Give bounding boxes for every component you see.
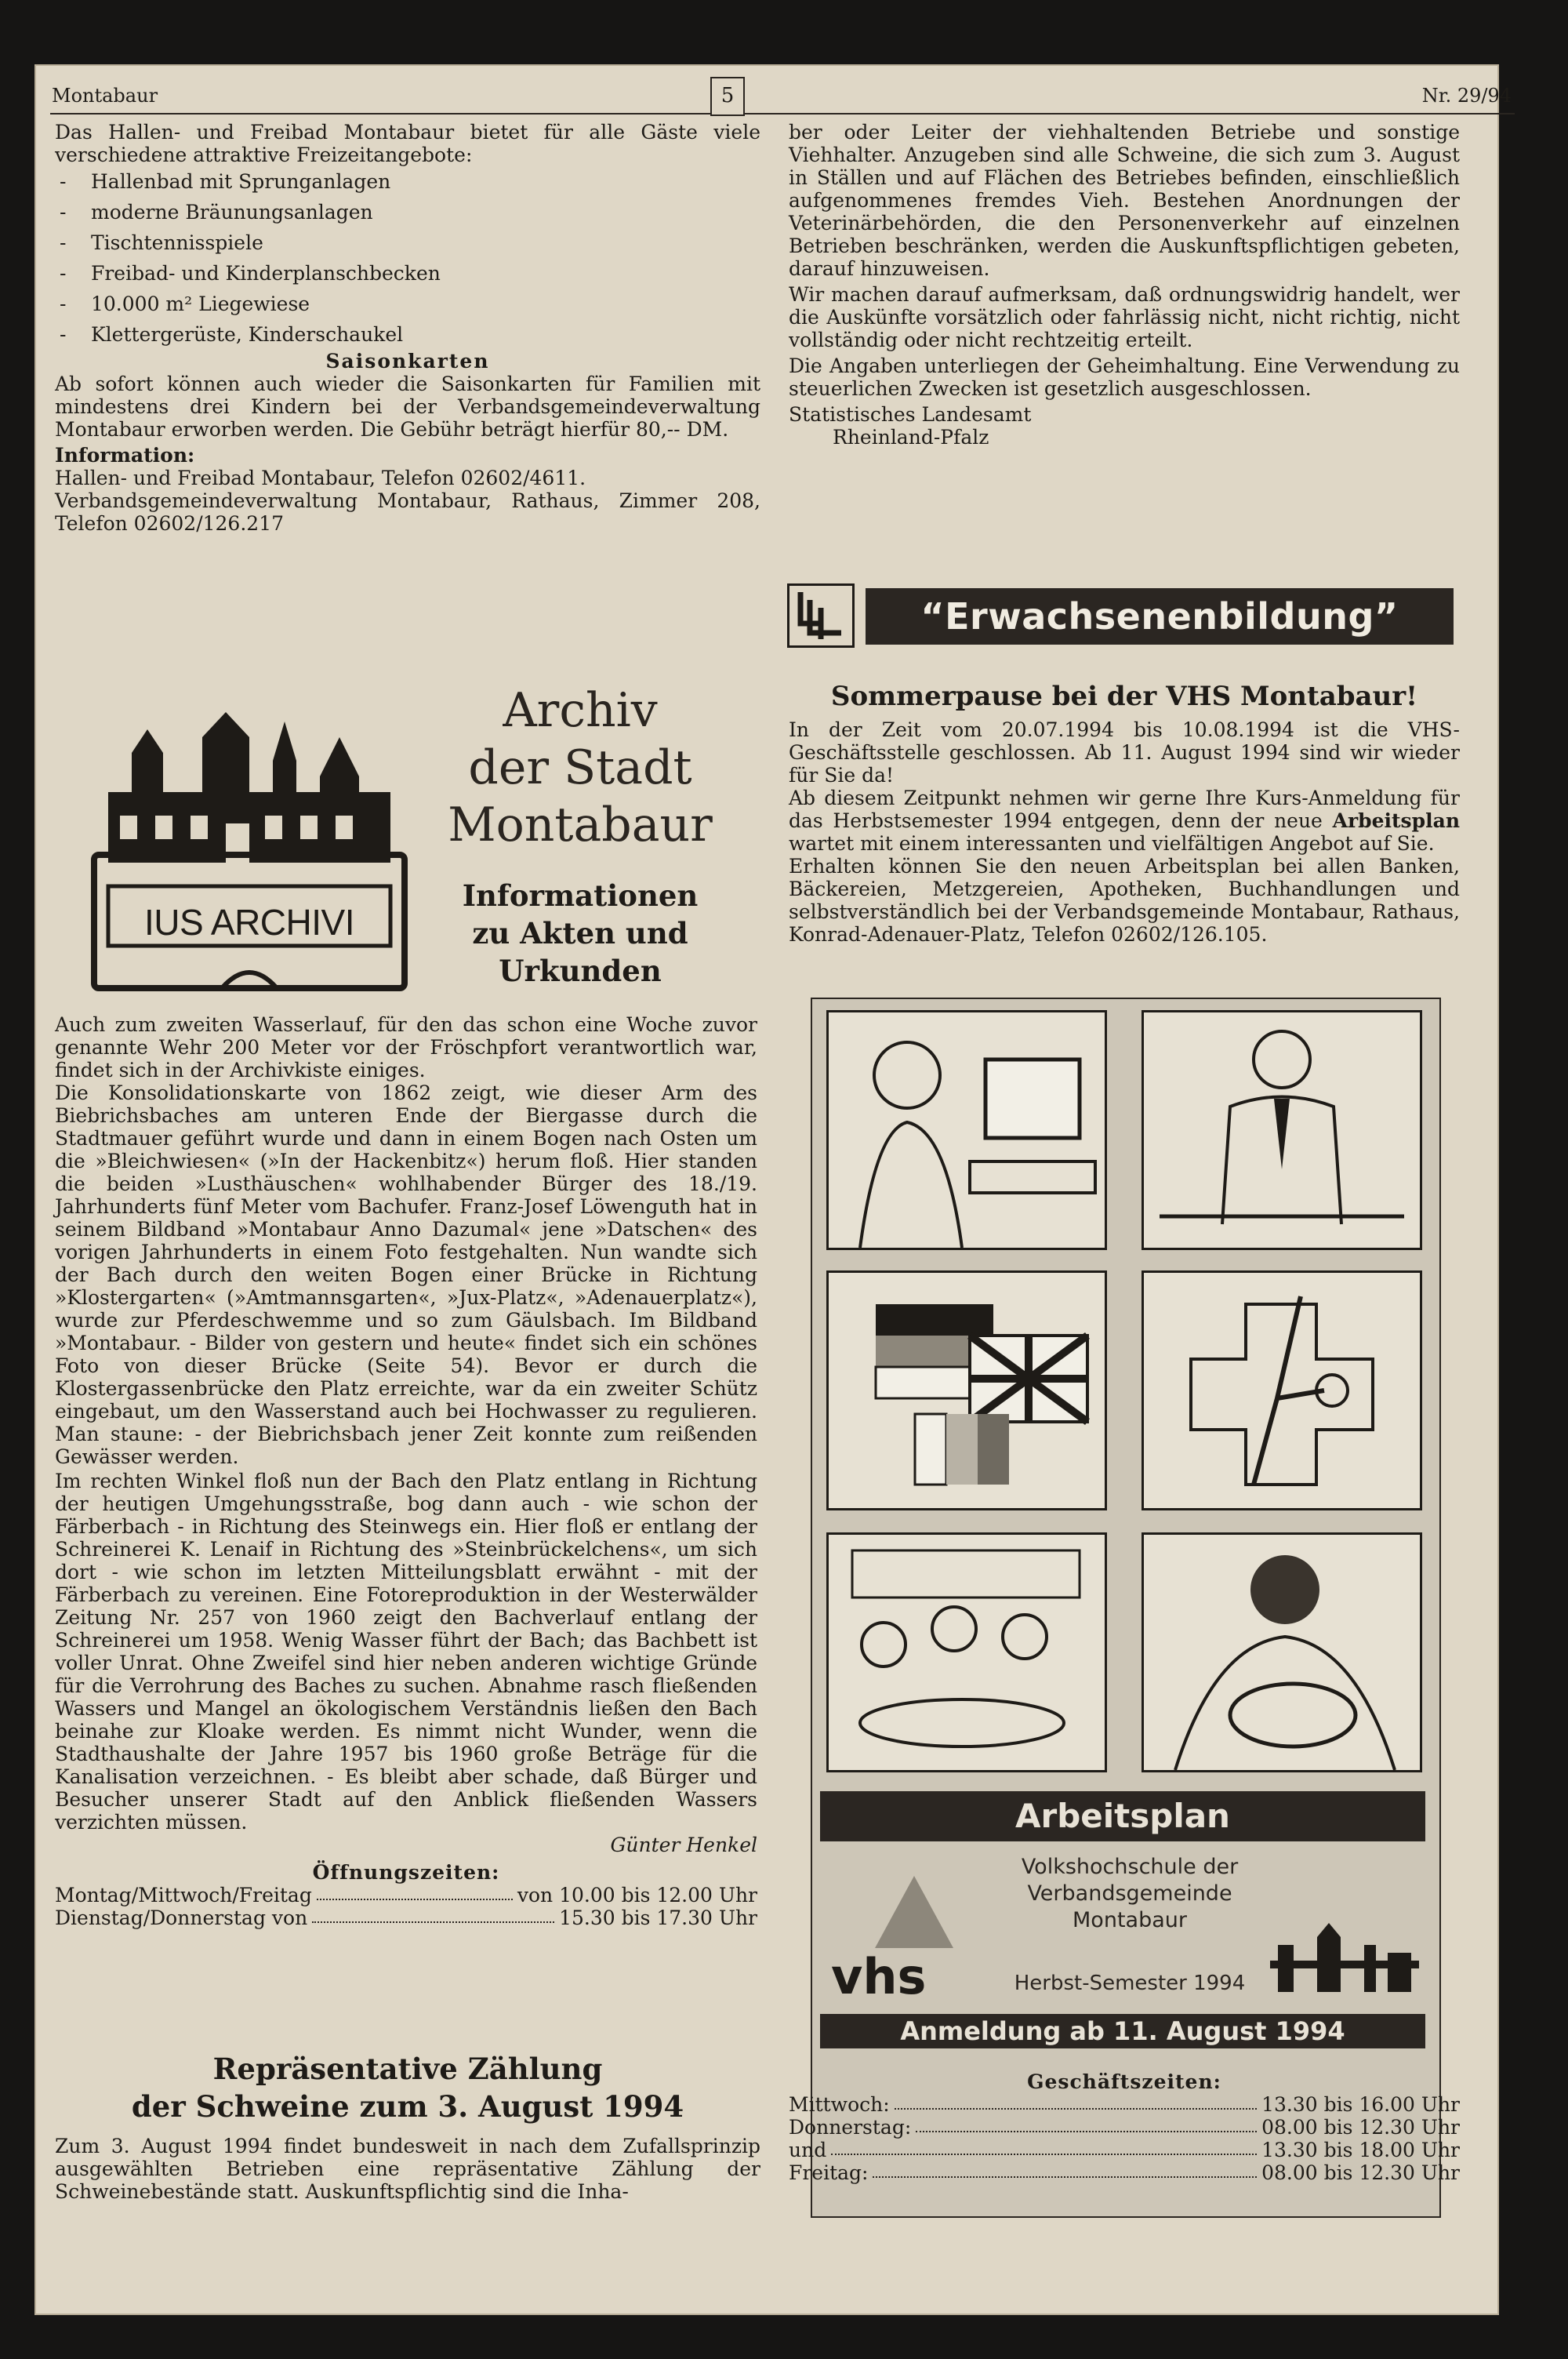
vhs-hours-row	[789, 2161, 1460, 2184]
author: Günter Henkel	[610, 1834, 757, 1856]
archiv-paragraph: Die Konsolidationskarte von 1862 zeigt, wie dieser Arm des Biebrichsbaches am unteren Ende der Biergasse durch die Stadtmauer geführt wurde und dann in einem Bogen nach Osten um die »Bleichwiesen« (»In der Hackenbitz«) herum floß. Hier standen die beiden »Lusthäuschen« wohlhabender Bürger des 18./19. Jahrhunderts fünf Meter vom Bachufer. Franz-Josef Löwenguth hat in seinem Bildband »Montabaur Anno Dazumal« jene »Datschen« des vorigen Jahrhunderts in einem Foto festgehalten. Nun wandte sich der Bach durch den weiten Bogen einer Brücke in Richtung »Klostergarten« (»Amtmannsgarten«, »Jux-Platz«, »Adenauerplatz«), wurde zur Pferdeschwemme und so zum Gäulsbach. Im Bildband »Montabaur. - Bilder von gestern und heute« findet sich ein schönes Foto von dieser Brücke (Seite 54). Bevor er durch die Klostergassenbrücke den Platz erreichte, war da ein zweiter Schütz eingebaut, um den Wasserstand auch bei Hochwasser zu regulieren. Man staune: - der Biebrichsbach jener Zeit konnte zum reißenden Gewässer werden.	[55, 1081, 757, 1468]
header-issue: Nr. 29/94	[1421, 85, 1512, 107]
vhs-paragraph: Erhalten können Sie den neuen Arbeitsplan bei allen Banken, Bäckereien, Metzgereien, Apotheken, Buchhandlungen und selbstverständlich bei der Verbandsgemeinde Montabaur, Rathaus, Konrad-Adenauer-Platz, Telefon 02602/126.105.	[789, 855, 1460, 946]
archiv-subtitle-line: Informationen	[462, 878, 699, 913]
archiv-paragraph: Auch zum zweiten Wasserlauf, für den das schon eine Woche zuvor genannte Wehr 200 Meter vor der Fröschpfort verantwortlich war, findet sich in der Archivkiste einiges.	[55, 1013, 757, 1081]
panel-discussion	[826, 1532, 1107, 1772]
header-rule	[50, 113, 1515, 114]
hours-time: 08.00 bis 12.30 Uhr	[1261, 2161, 1460, 2184]
ius-archivi-logo	[85, 706, 414, 996]
schweine-title-line: Repräsentative Zählung	[212, 2052, 603, 2086]
vhs-logo-text: vhs	[831, 1948, 927, 2005]
vhs-hours-row	[789, 2093, 1460, 2116]
schweine-paragraph: Wir machen darauf aufmerksam, daß ordnungswidrig handelt, wer die Auskünfte vorsätzlich oder fahrlässig nicht, nicht richtig, nicht vollständig oder nicht rechtzeitig erteilt.	[789, 283, 1460, 351]
hours-day: Freitag:	[789, 2161, 869, 2184]
schweine-paragraph: ber oder Leiter der viehhaltenden Betriebe und sonstige Viehhalter. Anzugeben sind alle Schweine, die sich zum 3. August in Ställen und auf Flächen des Betriebes befinden, einschließlich aufgenommenes fremdes Vieh. Bestehen Anordnungen der Veterinärbehörden, die den Personenverkehr auf einzelnen Betrieben beschränken, werden die Auskunftspflichtigen gebeten, darauf hinzuweisen.	[789, 121, 1460, 280]
archiv-article	[55, 1013, 757, 1929]
schweine-text-left: Zum 3. August 1994 findet bundesweit in nach dem Zufallsprinzip ausgewählten Betrieben eine repräsentative Zählung der Schweinebestände statt. Auskunftspflichtig sind die Inha-	[55, 2135, 760, 2203]
hours-time: 13.30 bis 16.00 Uhr	[1261, 2093, 1460, 2116]
hours-day: Donnerstag:	[789, 2116, 912, 2139]
hours-day: und	[789, 2139, 827, 2161]
schweine-title-line: der Schweine zum 3. August 1994	[131, 2089, 684, 2124]
hours-time: von 10.00 bis 12.00 Uhr	[517, 1884, 757, 1906]
archiv-paragraph: Im rechten Winkel floß nun der Bach den Platz entlang in Richtung der heutigen Umgehungsstraße, bog dann auch - wie schon der Färberbach - in Richtung des Steinwegs ein. Hier floß er entlang der Schreinerei K. Lenaif in Richtung des »Steinbrückelchens«, um sich dort - wie schon im letzten Mitteilungsblatt erwähnt - mit der Färberbach zu vereinen. Eine Fotoreproduktion in der Westerwälder Zeitung Nr. 257 von 1960 zeigt den Bachverlauf entlang der Schreinerei um 1958. Wenig Wasser führt der Bach; das Bachbett ist voller Unrat. Ohne Zweifel sind hier neben anderen wichtige Gründe für die Verrohrung des Baches zu suchen. Abnahme rasch fließenden Wassers und Mangel an ökologischem Verständnis ließen den Bach beinahe zur Kloake werden. Es nimmt nicht Wunder, wenn die Stadthaushalte der Jahre 1957 bis 1960 große Beträge für die Kanalisation verzeichnen. - Es bleibt aber schade, daß Bürger und Besucher unserer Stadt auf den Anblick fließenden Wassers verzichten müssen.	[55, 1470, 757, 1834]
vhs-hours-row	[789, 2139, 1460, 2161]
archiv-hours-row	[55, 1906, 757, 1929]
panel-gymnastics	[1142, 1270, 1422, 1510]
hours-days: Montag/Mittwoch/Freitag	[55, 1884, 312, 1906]
panel-speaker	[1142, 1010, 1422, 1250]
vhs-school-line: Montabaur	[1073, 1908, 1187, 1932]
schweine-continued	[789, 121, 1460, 449]
hours-days: Dienstag/Donnerstag von	[55, 1906, 308, 1929]
vhs-hours-row	[789, 2116, 1460, 2139]
ius-archivi-text: IUS ARCHIVI	[143, 902, 354, 943]
schweine-paragraph: Die Angaben unterliegen der Geheimhaltung. Eine Verwendung zu steuerlichen Zwecken ist gesetzlich ausgeschlossen.	[789, 354, 1460, 400]
vhs-paragraph: In der Zeit vom 20.07.1994 bis 10.08.1994 ist die VHS-Geschäftsstelle geschlossen. Ab 11. August 1994 sind wir wieder für Sie da!	[789, 718, 1460, 787]
saisonkarten-heading: Saisonkarten	[325, 350, 490, 373]
speaker-icon	[1144, 1012, 1420, 1248]
leader-dots	[916, 2116, 1257, 2132]
vhs-hours-heading: Geschäftszeiten:	[1027, 2070, 1221, 2093]
freibad-section	[55, 121, 760, 535]
header-town: Montabaur	[52, 85, 158, 107]
vhs-school-line: Verbandsgemeinde	[1027, 1881, 1232, 1906]
vhs-mark-icon	[789, 586, 852, 645]
vhs-section	[789, 679, 1460, 946]
leader-dots	[831, 2139, 1257, 2155]
archiv-title-line: der Stadt	[468, 740, 692, 795]
anmeldung-bar: Anmeldung ab 11. August 1994	[820, 2014, 1425, 2048]
flags-icon	[829, 1273, 1105, 1508]
leader-dots	[317, 1884, 513, 1900]
information-line: Verbandsgemeindeverwaltung Montabaur, Rathaus, Zimmer 208, Telefon 02602/126.217	[55, 489, 760, 535]
archiv-title-line: Archiv	[503, 683, 658, 738]
list-item: - Tischtennisspiele	[55, 227, 760, 258]
vhs-text: wartet mit einem interessanten und vielfältigen Angebot auf Sie.	[789, 832, 1435, 855]
leader-dots	[312, 1906, 554, 1923]
discussion-group-icon	[829, 1535, 1105, 1770]
archiv-subtitle-line: Urkunden	[499, 954, 662, 988]
pottery-icon	[1144, 1535, 1420, 1770]
vhs-semester: Herbst-Semester 1994	[1014, 1972, 1246, 1995]
information-heading: Information:	[55, 444, 195, 467]
hours-time: 08.00 bis 12.30 Uhr	[1261, 2116, 1460, 2139]
vhs-text-bold: Arbeitsplan	[1332, 809, 1460, 832]
list-item: - Hallenbad mit Sprunganlagen	[55, 166, 760, 197]
vhs-text: Ab diesem Zeitpunkt nehmen wir gerne Ihre Kurs-Anmeldung für das Herbstsemester 1994 entgegen, denn der neue	[789, 787, 1460, 832]
schweine-signature-2: Rheinland-Pfalz	[833, 426, 989, 449]
leader-dots	[873, 2161, 1257, 2178]
list-item: - moderne Bräunungsanlagen	[55, 197, 760, 227]
hours-time: 13.30 bis 18.00 Uhr	[1261, 2139, 1460, 2161]
vhs-headline: Sommerpause bei der VHS Montabaur!	[830, 681, 1418, 712]
freibad-offer-list	[55, 166, 760, 350]
vhs-school-line: Volkshochschule der	[1021, 1855, 1239, 1879]
hours-day: Mittwoch:	[789, 2093, 890, 2116]
archiv-subtitle-line: zu Akten und	[472, 916, 688, 951]
archiv-subtitle	[423, 877, 737, 990]
banner-title: “Erwachsenenbildung”	[866, 588, 1454, 645]
archiv-title-line: Montabaur	[448, 798, 713, 852]
schweine-signature-1: Statistisches Landesamt	[789, 403, 1032, 426]
town-skyline-icon	[1262, 1921, 1427, 2008]
panel-computer	[826, 1010, 1107, 1250]
leader-dots	[895, 2093, 1257, 2110]
page-number: 5	[710, 77, 745, 116]
archiv-hours-row	[55, 1884, 757, 1906]
erwachsenenbildung-banner	[787, 583, 1454, 648]
computer-user-icon	[829, 1012, 1105, 1248]
archiv-hours-heading: Öffnungszeiten:	[312, 1861, 500, 1884]
list-item: - 10.000 m² Liegewiese	[55, 289, 760, 319]
hours-time: 15.30 bis 17.30 Uhr	[559, 1906, 757, 1929]
schweine-section	[55, 2050, 760, 2203]
archiv-title	[408, 682, 753, 854]
vhs-school-name	[993, 1854, 1267, 1934]
arbeitsplan-poster	[811, 998, 1441, 2218]
vhs-hours	[789, 2070, 1460, 2184]
gymnastics-icon	[1144, 1273, 1420, 1508]
information-line: Hallen- und Freibad Montabaur, Telefon 02602/4611.	[55, 467, 586, 489]
list-item: - Freibad- und Kinderplanschbecken	[55, 258, 760, 289]
vhs-small-logo	[787, 583, 855, 648]
schweine-title	[55, 2050, 760, 2125]
panel-flags	[826, 1270, 1107, 1510]
saisonkarten-text: Ab sofort können auch wieder die Saisonkarten für Familien mit mindestens drei Kindern bei der Verbandsgemeindeverwaltung Montabaur erworben werden. Die Gebühr beträgt hierfür 80,-- DM.	[55, 373, 760, 441]
list-item: - Klettergerüste, Kinderschaukel	[55, 319, 760, 350]
freibad-intro: Das Hallen- und Freibad Montabaur bietet für alle Gäste viele verschiedene attraktive Freizeitangebote:	[55, 121, 760, 166]
vhs-paragraph	[789, 787, 1460, 855]
panel-pottery	[1142, 1532, 1422, 1772]
arbeitsplan-bar: Arbeitsplan	[820, 1791, 1425, 1841]
